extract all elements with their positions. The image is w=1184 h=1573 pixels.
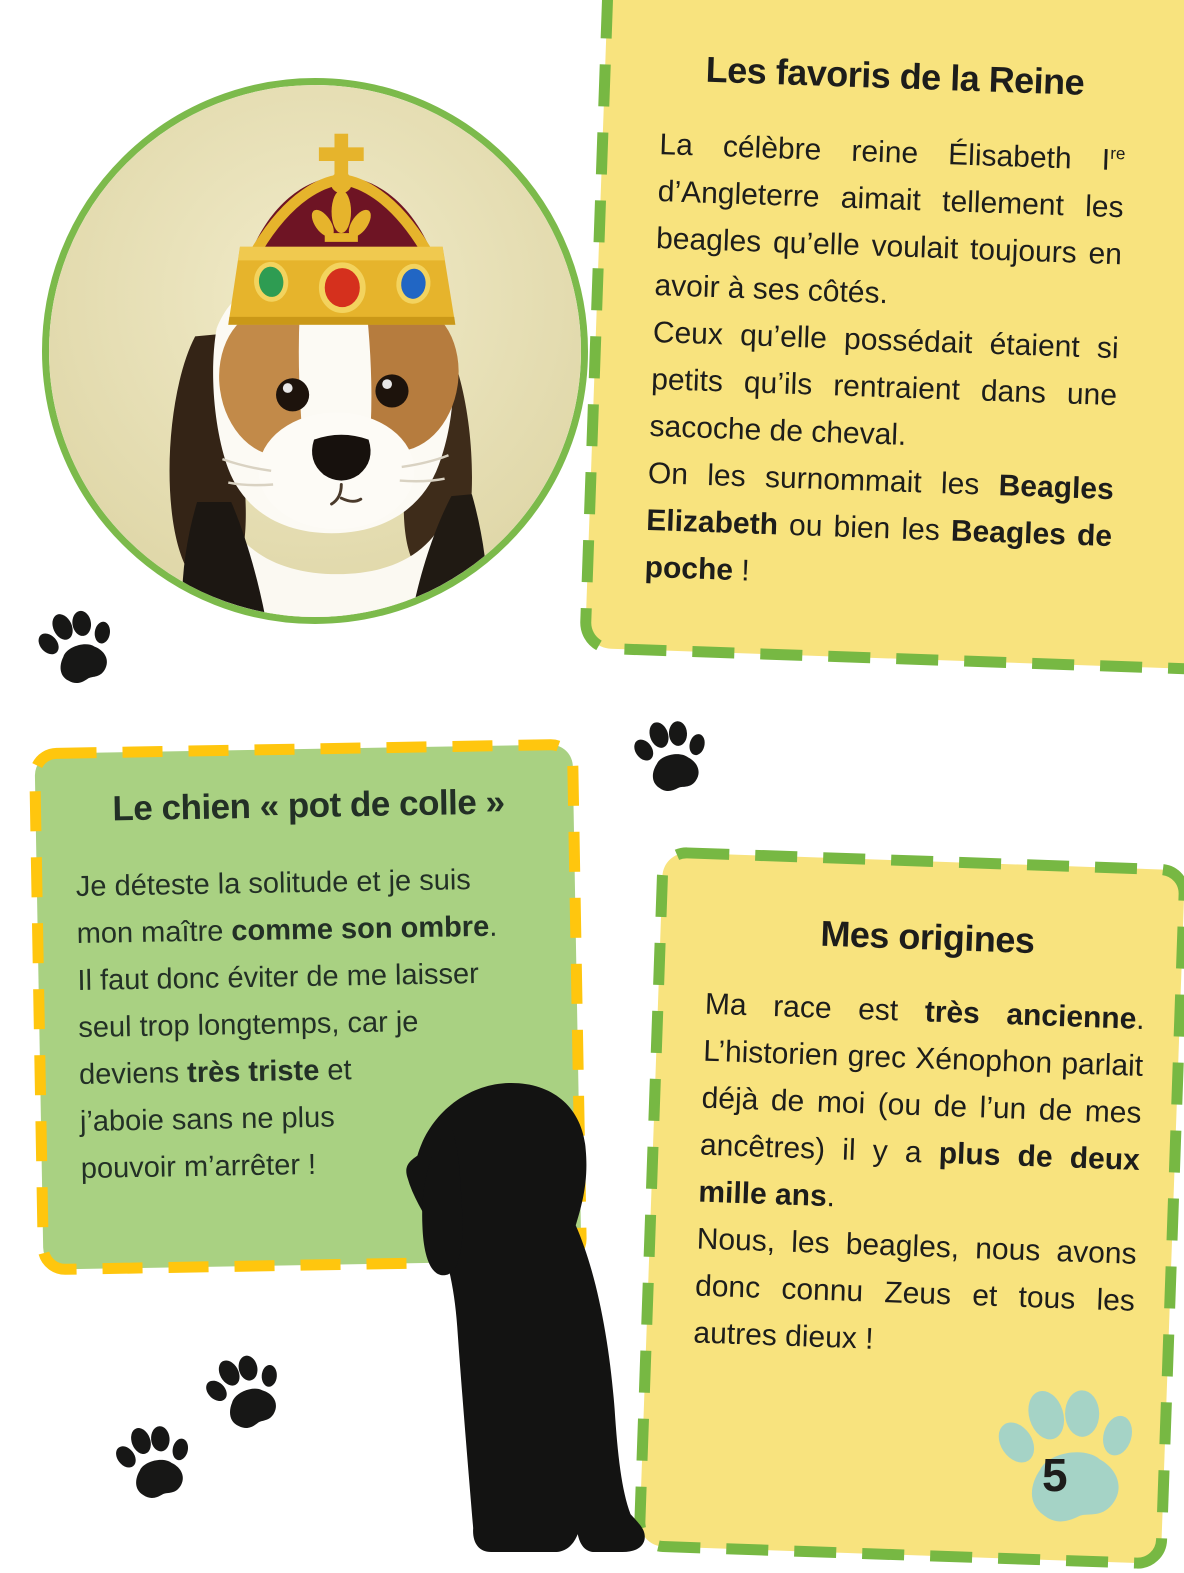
beagle-crown-illustration xyxy=(49,85,581,617)
sticky-box-title: Le chien « pot de colle » xyxy=(112,782,505,829)
paw-print-icon xyxy=(190,1337,299,1446)
text-line: Ceux qu’elle possédait étaient si petits qu’ils rentraient dans une sacoche de cheval. xyxy=(649,315,1120,452)
origins-box-title: Mes origines xyxy=(819,912,1036,962)
queen-favorites-box xyxy=(576,0,1184,679)
sitting-beagle-silhouette xyxy=(383,1078,649,1552)
text-line: j’aboie sans ne plus xyxy=(79,1101,335,1138)
text-line: deviens très triste et xyxy=(78,1054,352,1092)
text-line: pouvoir m’arrêter ! xyxy=(80,1148,317,1185)
text-line: mon maître comme son ombre. xyxy=(76,910,498,951)
text-line: Nous, les beagles, nous avons donc connu Zeus et tous les autres dieux ! xyxy=(692,1222,1138,1356)
queen-box-text xyxy=(644,121,1126,607)
text-line: Ma race est très ancienne. L’historien grec Xénophon parlait déjà de moi (ou de l’un de mes ancêtres) il y a plus de deux mille ans. xyxy=(697,987,1146,1214)
origins-box-text xyxy=(693,981,1146,1372)
text-line: Il faut donc éviter de me laisser xyxy=(77,958,480,998)
paw-print-icon xyxy=(103,1411,205,1513)
text-line: Je déteste la solitude et je suis xyxy=(75,864,472,904)
text-line: La célèbre reine Élisabeth Ire d’Angleterre aimait tellement les beagles qu’elle voulait toujours en avoir à ses côtés. xyxy=(653,128,1126,311)
text-line: seul trop longtemps, car je xyxy=(78,1006,419,1045)
paw-print-icon xyxy=(622,707,719,804)
beagle-crown-photo xyxy=(42,78,588,624)
queen-box-title: Les favoris de la Reine xyxy=(705,48,1085,103)
page-number: 5 xyxy=(1042,1449,1068,1501)
paw-print-icon xyxy=(24,594,130,700)
text-line: On les surnommait les Beagles Elizabeth ou bien les Beagles de poche ! xyxy=(644,456,1115,588)
